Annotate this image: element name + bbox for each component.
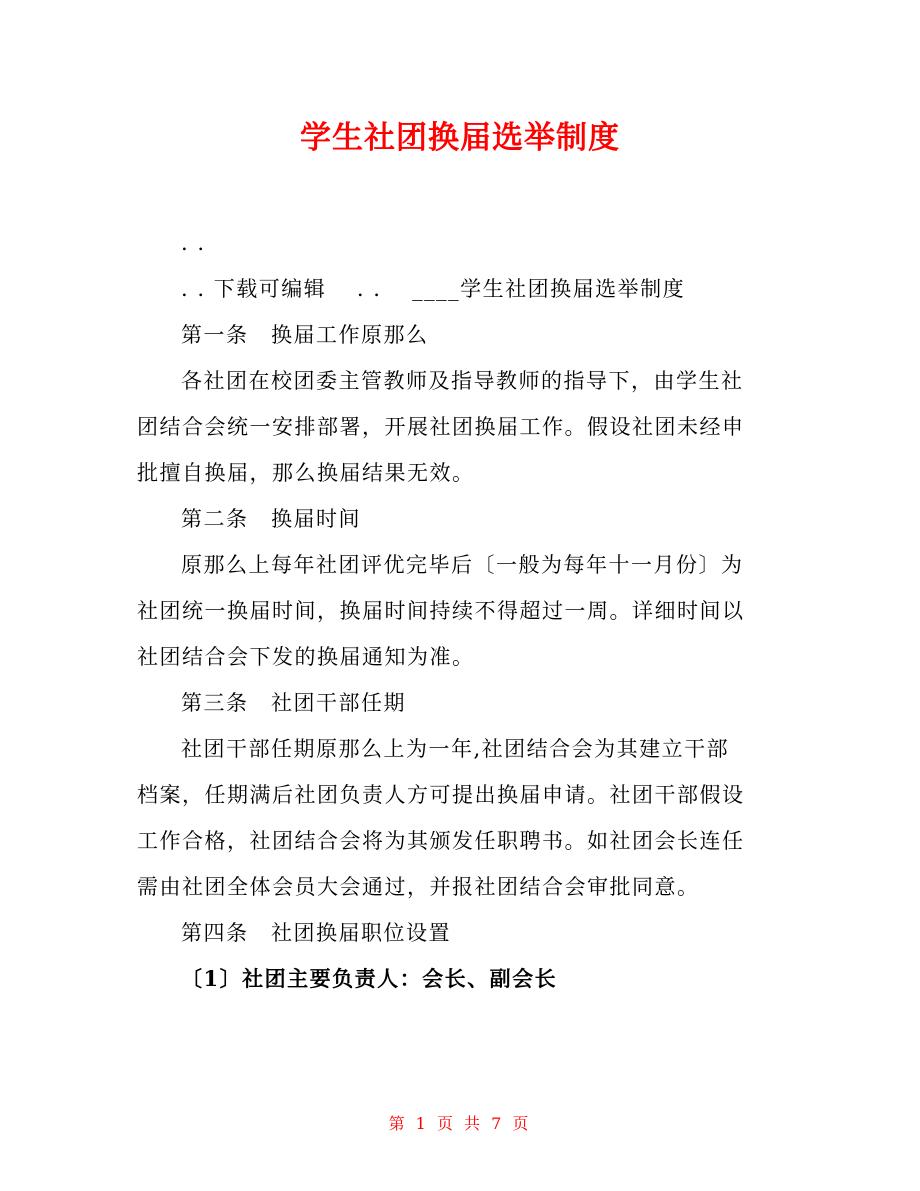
document-body (137, 220, 787, 1002)
body-line: 档案，任期满后社团负责人方可提出换届申请。社团干部假设 (137, 783, 745, 807)
body-line: . . (181, 231, 206, 255)
body-line: 需由社团全体会员大会通过，并报社团结合会审批同意。 (137, 875, 700, 899)
body-line: 社团干部任期原那么上为一年,社团结合会为其建立干部 (181, 737, 730, 761)
body-line: 工作合格，社团结合会将为其颁发任职聘书。如社团会长连任 (137, 829, 745, 853)
body-line: 原那么上每年社团评优完毕后〔一般为每年十一月份〕为 (181, 553, 744, 577)
article-heading: 第四条 社团换届职位设置 (181, 921, 451, 945)
document-title: 学生社团换届选举制度 (300, 120, 620, 156)
body-line: 团结合会统一安排部署，开展社团换届工作。假设社团未经申 (137, 415, 745, 439)
article-heading: 第三条 社团干部任期 (181, 691, 406, 715)
page-footer: 第 1 页 共 7 页 (388, 1114, 532, 1133)
body-line: 社团结合会下发的换届通知为准。 (137, 645, 475, 669)
body-line: 社团统一换届时间，换届时间持续不得超过一周。详细时间以 (137, 599, 745, 623)
body-line: 批擅自换届，那么换届结果无效。 (137, 461, 475, 485)
article-heading: 第一条 换届工作原那么 (181, 323, 429, 347)
article-heading: 第二条 换届时间 (181, 507, 361, 531)
position-item: 〔1〕社团主要负责人：会长、副会长 (181, 966, 558, 991)
body-line: 各社团在校团委主管教师及指导教师的指导下，由学生社 (181, 369, 744, 393)
body-line: . . 下载可编辑 . . ____学生社团换届选举制度 (181, 277, 686, 301)
